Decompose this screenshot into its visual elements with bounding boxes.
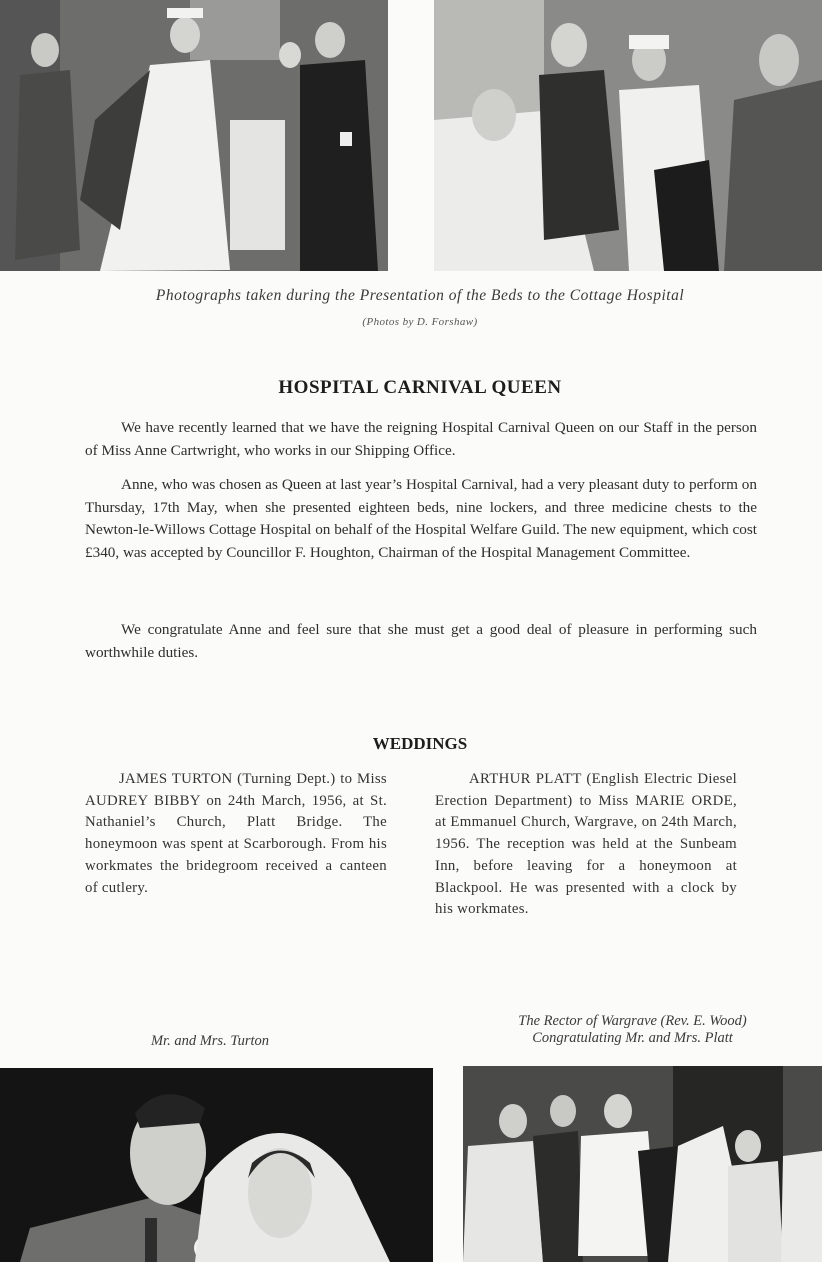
wedding-entry-platt: ARTHUR PLATT (English Electric Diesel Erection Department) to Miss MARIE ORDE, at Emmanuel Church, Wargrave, on 24th March, 1956. The reception was held at the Sunbeam Inn, before leaving for a honeymoon at Blackpool. He was presented with a clock by his workmates. <box>435 771 737 918</box>
top-photos-caption: Photographs taken during the Presentation of the Beds to the Cottage Hospital <box>155 287 685 304</box>
section-heading-hospital-carnival-queen: HOSPITAL CARNIVAL QUEEN <box>278 377 562 398</box>
photo-turton-couple <box>0 1068 433 1262</box>
photo-presentation-handshake <box>0 0 388 271</box>
photo-rector-congratulating-platts <box>463 1066 822 1262</box>
caption-turton: Mr. and Mrs. Turton <box>150 1033 270 1049</box>
paragraph: We congratulate Anne and feel sure that she must get a good deal of pleasure in performing such worthwhile duties. <box>85 621 757 661</box>
paragraph: Anne, who was chosen as Queen at last year’s Hospital Carnival, had a very pleasant duty to perform on Thursday, 17th May, when she presented eighteen beds, nine lockers, and three medicine chests to the Newton-le-Willows Cottage Hospital on behalf of the Hospital Welfare Guild. The new equipment, which cost £340, was accepted by Councillor F. Houghton, Chairman of the Hospital Management Committee. <box>85 476 757 561</box>
caption-rector <box>455 1013 810 1047</box>
caption-rector-line2: Congratulating Mr. and Mrs. Platt <box>532 1030 733 1046</box>
caption-rector-line1: The Rector of Wargrave (Rev. E. Wood) <box>518 1013 747 1029</box>
paragraph: We have recently learned that we have the reigning Hospital Carnival Queen on our Staff in the person of Miss Anne Cartwright, who works in our Shipping Office. <box>85 419 757 459</box>
photo-queen-greeting-patient <box>434 0 822 271</box>
photo-credit: (Photos by D. Forshaw) <box>362 316 478 328</box>
section-heading-weddings: WEDDINGS <box>372 734 468 753</box>
wedding-entry-turton: JAMES TURTON (Turning Dept.) to Miss AUDREY BIBBY on 24th March, 1956, at St. Nathaniel’s Church, Platt Bridge. The honeymoon was spent at Scarborough. From his workmates the bridegroom received a canteen of cutlery. <box>85 771 387 896</box>
